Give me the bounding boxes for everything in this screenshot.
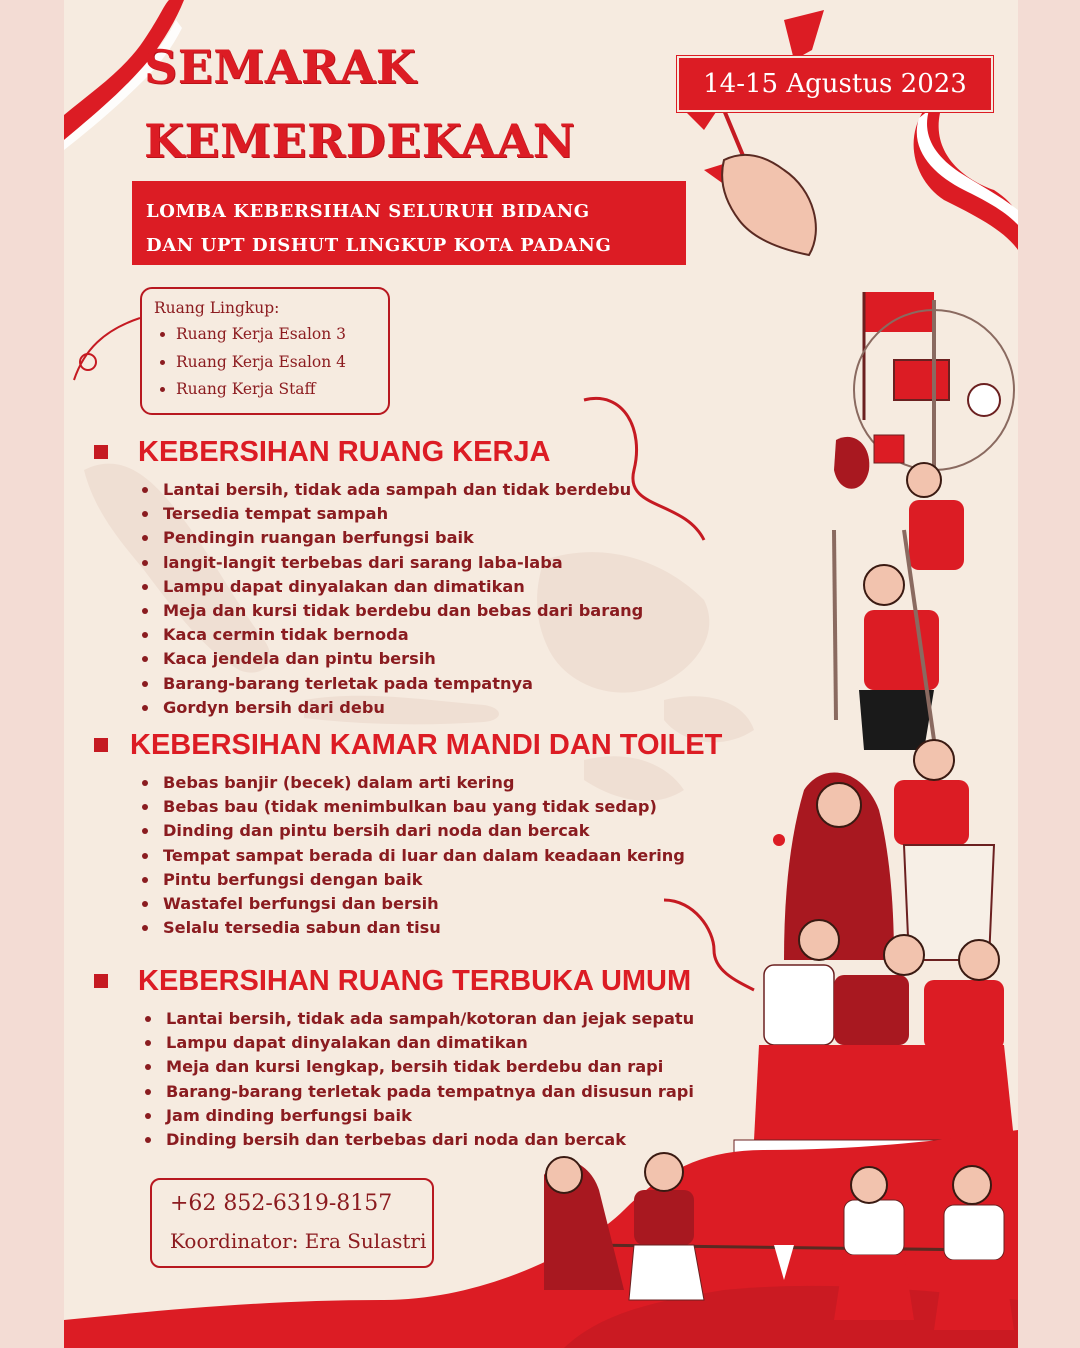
criteria-item: Lantai bersih, tidak ada sampah dan tidak berdebu: [94, 478, 643, 502]
flourish-left: [74, 318, 140, 380]
section-kamar-mandi: [94, 727, 722, 940]
criteria-item: Barang-barang terletak pada tempatnya dan disusun rapi: [94, 1080, 694, 1104]
contact-box: [150, 1178, 434, 1268]
criteria-list: [94, 1007, 694, 1152]
scope-item: • Ruang Kerja Esalon 3: [176, 321, 388, 349]
contact-coordinator: Koordinator: Era Sulastri: [170, 1229, 427, 1253]
criteria-list: [94, 771, 722, 940]
section-title: KEBERSIHAN RUANG TERBUKA UMUM: [138, 964, 692, 997]
date-text: 14-15 Agustus 2023: [703, 69, 967, 99]
scope-item: • Ruang Kerja Staff: [176, 376, 388, 404]
subtitle-banner: [132, 181, 686, 265]
section-ruang-kerja: [94, 434, 643, 720]
scope-list: [154, 321, 388, 404]
criteria-item: Jam dinding berfungsi baik: [94, 1104, 694, 1128]
criteria-item: Dinding bersih dan terbebas dari noda dan bercak: [94, 1128, 694, 1152]
criteria-item: Lantai bersih, tidak ada sampah/kotoran dan jejak sepatu: [94, 1007, 694, 1031]
criteria-item: Bebas banjir (becek) dalam arti kering: [94, 771, 722, 795]
criteria-item: Dinding dan pintu bersih dari noda dan bercak: [94, 819, 722, 843]
title-line-1: SEMARAK: [144, 40, 417, 94]
criteria-item: Tempat sampat berada di luar dan dalam keadaan kering: [94, 844, 722, 868]
section-bullet-icon: [94, 738, 108, 752]
poster: [64, 0, 1018, 1348]
criteria-item: Tersedia tempat sampah: [94, 502, 643, 526]
contact-phone: +62 852-6319-8157: [170, 1191, 393, 1216]
criteria-item: Pintu berfungsi dengan baik: [94, 868, 722, 892]
criteria-item: Kaca jendela dan pintu bersih: [94, 647, 643, 671]
criteria-item: Selalu tersedia sabun dan tisu: [94, 916, 722, 940]
criteria-item: Kaca cermin tidak bernoda: [94, 623, 643, 647]
section-bullet-icon: [94, 974, 108, 988]
criteria-item: Meja dan kursi lengkap, bersih tidak berdebu dan rapi: [94, 1055, 694, 1079]
scope-box: [140, 287, 390, 415]
criteria-item: Lampu dapat dinyalakan dan dimatikan: [94, 575, 643, 599]
section-title: KEBERSIHAN RUANG KERJA: [138, 435, 551, 468]
criteria-list: [94, 478, 643, 720]
scope-item: • Ruang Kerja Esalon 4: [176, 349, 388, 377]
title-line-2: KEMERDEKAAN: [144, 114, 576, 168]
pole-climbing-illustration: [734, 292, 1018, 1156]
criteria-item: Bebas bau (tidak menimbulkan bau yang tidak sedap): [94, 795, 722, 819]
criteria-item: Meja dan kursi tidak berdebu dan bebas dari barang: [94, 599, 643, 623]
criteria-item: langit-langit terbebas dari sarang laba-laba: [94, 551, 643, 575]
subtitle-line-1: LOMBA KEBERSIHAN SELURUH BIDANG: [146, 201, 590, 222]
section-title: KEBERSIHAN KAMAR MANDI DAN TOILET: [130, 728, 723, 761]
criteria-item: Gordyn bersih dari debu: [94, 696, 643, 720]
ribbon-top-right: [784, 10, 1018, 250]
date-banner: [679, 58, 991, 110]
hand-flag-icon: [684, 100, 816, 255]
criteria-item: Wastafel berfungsi dan bersih: [94, 892, 722, 916]
criteria-item: Lampu dapat dinyalakan dan dimatikan: [94, 1031, 694, 1055]
section-ruang-terbuka: [94, 963, 694, 1152]
subtitle-line-2: DAN UPT DISHUT LINGKUP KOTA PADANG: [146, 235, 612, 256]
scope-heading: Ruang Lingkup:: [154, 299, 280, 317]
section-bullet-icon: [94, 445, 108, 459]
criteria-item: Barang-barang terletak pada tempatnya: [94, 672, 643, 696]
criteria-item: Pendingin ruangan berfungsi baik: [94, 526, 643, 550]
